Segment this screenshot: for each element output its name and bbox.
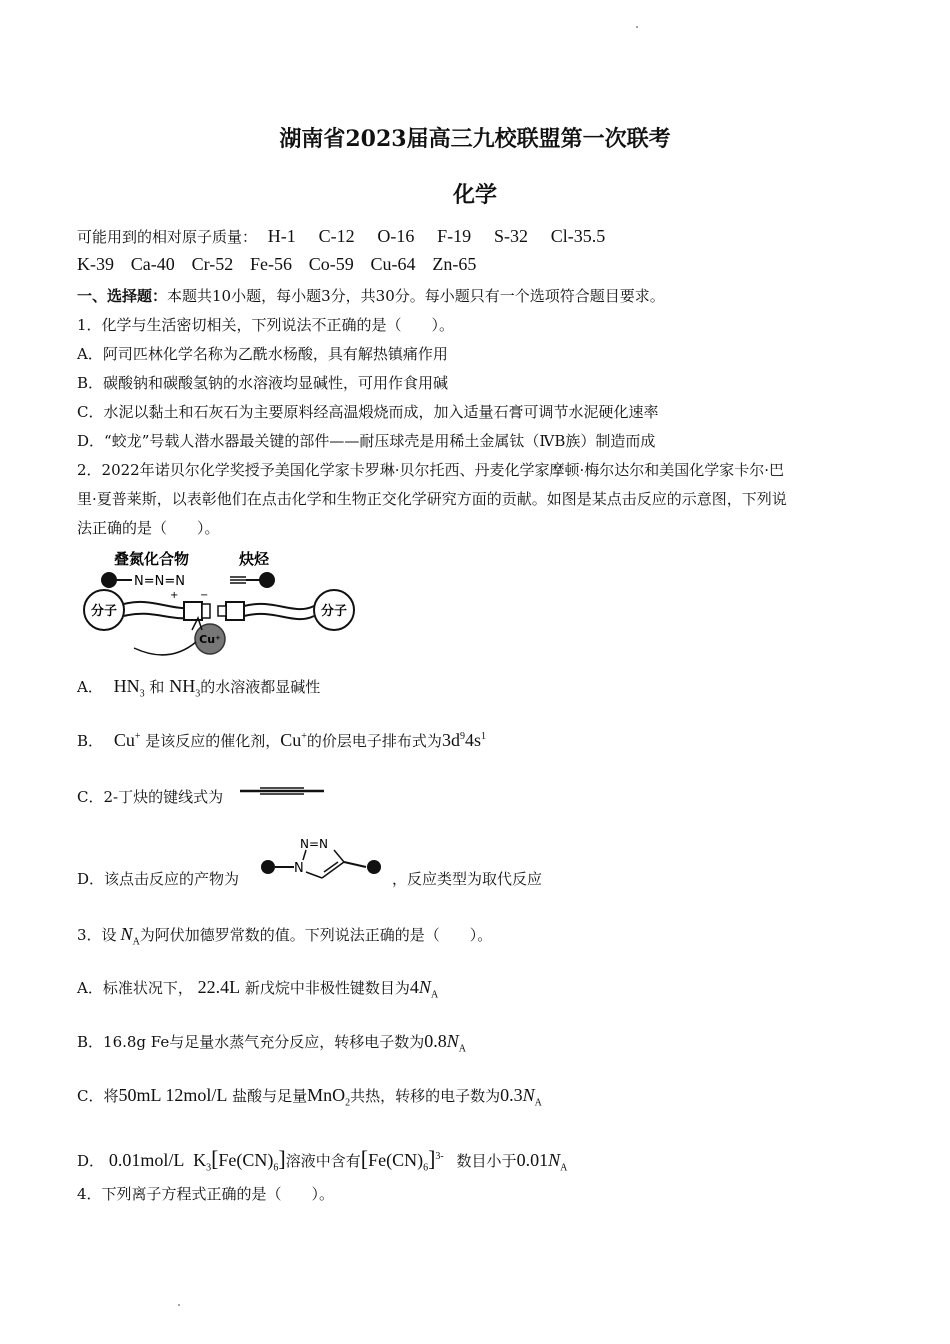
atomic-mass: Cr-52 <box>191 254 234 274</box>
q2-option-d-suffix: ，反应类型为取代反应 <box>392 870 543 888</box>
option-text: 是该反应的催化剂， <box>145 732 281 750</box>
formula-text: N <box>446 1031 459 1051</box>
formula <box>113 676 145 700</box>
formula-text: Fe <box>218 1150 237 1170</box>
formula <box>169 676 201 700</box>
formula <box>114 730 141 750</box>
atomic-mass: O-16 <box>377 226 415 246</box>
formula-text: Fe <box>368 1150 387 1170</box>
section-label: 一、选择题： <box>77 287 168 305</box>
option-text: B．16.8g Fe与足量水蒸气充分反应，转移电子数为 <box>77 1033 425 1051</box>
formula-text: N <box>418 977 431 997</box>
question-2-stem-line: 里·夏普莱斯，以表彰他们在点击化学和生物正交化学研究方面的贡献。如图是某点击反应的示意图，下列说 <box>77 490 787 508</box>
ring-bond <box>322 862 344 878</box>
option-text: A．标准状况下， <box>77 979 193 997</box>
option-letter: A． <box>77 678 103 696</box>
potassium-ferricyanide: $K_3[Fe(CN)_6]$ <box>193 1146 286 1174</box>
formula-text: 4 <box>409 977 419 997</box>
atomic-mass: H-1 <box>267 226 296 246</box>
butyne-skeletal-formula <box>238 784 326 798</box>
triazole-product-structure <box>256 834 388 884</box>
formula-text: MnO <box>307 1085 346 1105</box>
molecule-right-label: 分子 <box>320 604 348 619</box>
formula-text: (CN) <box>236 1150 274 1170</box>
atomic-mass-row-1 <box>77 226 605 247</box>
avogadro-expression <box>500 1085 542 1109</box>
question-4-stem: 4．下列离子方程式正确的是（ ）。 <box>77 1185 335 1203</box>
atomic-mass: C-12 <box>318 226 355 246</box>
atomic-mass: Ca-40 <box>130 254 175 274</box>
atomic-mass: K-39 <box>77 254 114 274</box>
option-text: D． <box>77 1152 105 1170</box>
option-text: 共热，转移的电子数为 <box>350 1087 501 1105</box>
product-group-dot <box>261 860 275 874</box>
q1-option-c: C．水泥以黏土和石灰石为主要原料经高温煅烧而成，加入适量石膏可调节水泥硬化速率 <box>77 403 659 421</box>
subscript: A <box>430 989 439 1001</box>
option-text: D．该点击反应的产物为 <box>77 870 240 888</box>
triazole-nn: N=N <box>300 837 329 851</box>
subscript: A <box>534 1097 542 1109</box>
option-letter: B． <box>77 732 104 750</box>
azide-group-dot <box>101 572 117 588</box>
formula-text: 4s <box>464 730 481 750</box>
q3-option-d <box>77 1146 567 1174</box>
atomic-mass: Cl-35.5 <box>550 226 606 246</box>
right-linker-line <box>244 604 314 609</box>
option-text: 的价层电子排布式为 <box>306 732 442 750</box>
alkyne-group-dot <box>259 572 275 588</box>
alkyne-label: 炔烃 <box>239 550 270 568</box>
subscript: A <box>560 1162 568 1174</box>
buckle-right <box>226 602 244 620</box>
formula-text: K <box>193 1150 207 1170</box>
formula <box>307 1085 351 1109</box>
q3-option-b <box>77 1031 466 1055</box>
buckle-left <box>184 602 202 620</box>
product-group-dot <box>367 860 381 874</box>
formula-text: N <box>522 1085 535 1105</box>
formula <box>280 730 307 750</box>
formula-text: HN <box>113 676 140 696</box>
atomic-mass: Co-59 <box>308 254 354 274</box>
azide-chain: N=N=N <box>134 574 185 589</box>
option-text: 的水溶液都显碱性 <box>200 678 321 696</box>
copper-catalyst-label: Cu⁺ <box>199 633 221 646</box>
q3-option-a <box>77 977 438 1001</box>
subscript: A <box>132 936 140 948</box>
formula-text: 0.01 <box>516 1150 549 1170</box>
option-text: 3．设 <box>77 926 117 944</box>
option-text: 溶液中含有 <box>285 1152 361 1170</box>
formula-text: (CN) <box>386 1150 424 1170</box>
option-text: 和 <box>149 678 165 696</box>
scan-speck <box>178 1304 180 1306</box>
atomic-mass: Cu-64 <box>370 254 416 274</box>
ferricyanide-ion: $[Fe(CN)_6]^{3-}$ <box>360 1146 444 1174</box>
q2-option-a <box>77 676 320 700</box>
product-bond <box>344 862 366 867</box>
formula-text: 0.3 <box>500 1085 523 1105</box>
q2-option-c <box>77 786 223 807</box>
formula-text: N <box>120 924 133 944</box>
subscript: 3 <box>206 1162 212 1174</box>
q1-option-b: B．碳酸钠和碳酸氢钠的水溶液均显碱性，可用作食用碱 <box>77 374 449 392</box>
subscript: 3 <box>195 688 201 700</box>
option-text: 数目小于 <box>456 1152 517 1170</box>
q1-option-d: D．“蛟龙”号载人潜水器最关键的部件——耐压球壳是用稀土金属钛（ⅣB族）制造而成 <box>77 432 656 450</box>
superscript: + <box>134 731 141 742</box>
section-instructions: 本题共10小题，每小题3分，共30分。每小题只有一个选项符合题目要求。 <box>167 287 665 305</box>
option-text: 盐酸与足量 <box>232 1087 308 1105</box>
q1-option-a: A．阿司匹林化学名称为乙酰水杨酸，具有解热镇痛作用 <box>77 345 448 363</box>
electron-config <box>442 730 486 750</box>
q2-option-d <box>77 868 239 889</box>
azide-plus-charge: + <box>170 590 179 601</box>
formula-text: 3d <box>441 730 460 750</box>
avogadro-expression <box>516 1150 568 1174</box>
question-1-stem: 1．化学与生活密切相关，下列说法不正确的是（ ）。 <box>77 316 455 334</box>
subscript: 6 <box>273 1162 279 1174</box>
azide-minus-charge: − <box>200 590 209 601</box>
question-2-stem-line: 2．2022年诺贝尔化学奖授予美国化学家卡罗琳·贝尔托西、丹麦化学家摩顿·梅尔达尔和美国化学家卡尔·巴 <box>77 461 785 479</box>
atomic-mass: Zn-65 <box>432 254 477 274</box>
catalyst-arrow <box>134 642 196 655</box>
formula: 50mL 12mol/L <box>118 1085 228 1105</box>
q3-option-c <box>77 1085 542 1109</box>
buckle-right-tab <box>218 606 226 616</box>
option-text: C．将 <box>77 1087 119 1105</box>
subscript: 2 <box>345 1097 351 1109</box>
formula: 22.4L <box>197 977 241 997</box>
triazole-n1: N <box>294 861 304 876</box>
molecule-left-label: 分子 <box>90 604 118 619</box>
exam-title: 湖南省2023届高三九校联盟第一次联考 <box>279 126 671 152</box>
scan-speck <box>636 26 638 28</box>
buckle-left-tab <box>202 604 210 618</box>
superscript: + <box>301 731 307 742</box>
subscript: A <box>458 1043 467 1055</box>
click-reaction-figure <box>74 544 364 672</box>
formula-text: N <box>548 1150 561 1170</box>
superscript: 9 <box>459 731 465 742</box>
formula-text: Cu <box>280 730 302 750</box>
azide-label: 叠氮化合物 <box>114 550 190 568</box>
atomic-mass: F-19 <box>437 226 472 246</box>
superscript: 1 <box>480 731 486 742</box>
question-2-stem-line: 法正确的是（ ）。 <box>77 519 220 537</box>
q2-option-b <box>77 730 486 751</box>
formula: 0.01mol/L <box>108 1150 185 1170</box>
formula-text: NH <box>169 676 196 696</box>
atomic-mass-label: 可能用到的相对原子质量： <box>77 228 258 246</box>
subscript: 6 <box>423 1162 429 1174</box>
atomic-mass: Fe-56 <box>249 254 292 274</box>
superscript: 3- <box>435 1151 444 1162</box>
formula-text: 0.8 <box>424 1031 447 1051</box>
ring-bond <box>303 850 306 860</box>
right-linker-line <box>244 614 314 619</box>
avogadro-symbol <box>120 924 140 948</box>
atomic-mass-row-2 <box>77 254 476 275</box>
subject-title: 化学 <box>452 182 497 208</box>
avogadro-expression <box>409 977 439 1001</box>
option-text: C．2-丁炔的键线式为 <box>77 788 224 806</box>
option-text: 为阿伏加德罗常数的值。下列说法正确的是（ ）。 <box>139 926 493 944</box>
option-text: 新戊烷中非极性键数目为 <box>244 979 410 997</box>
ring-bond <box>306 872 322 878</box>
section-heading <box>77 285 665 306</box>
ring-bond <box>334 850 344 862</box>
subscript: 3 <box>139 688 145 700</box>
avogadro-expression <box>424 1031 467 1055</box>
atomic-mass: S-32 <box>493 226 528 246</box>
formula-text: Cu <box>113 730 135 750</box>
question-3-stem <box>77 924 492 948</box>
